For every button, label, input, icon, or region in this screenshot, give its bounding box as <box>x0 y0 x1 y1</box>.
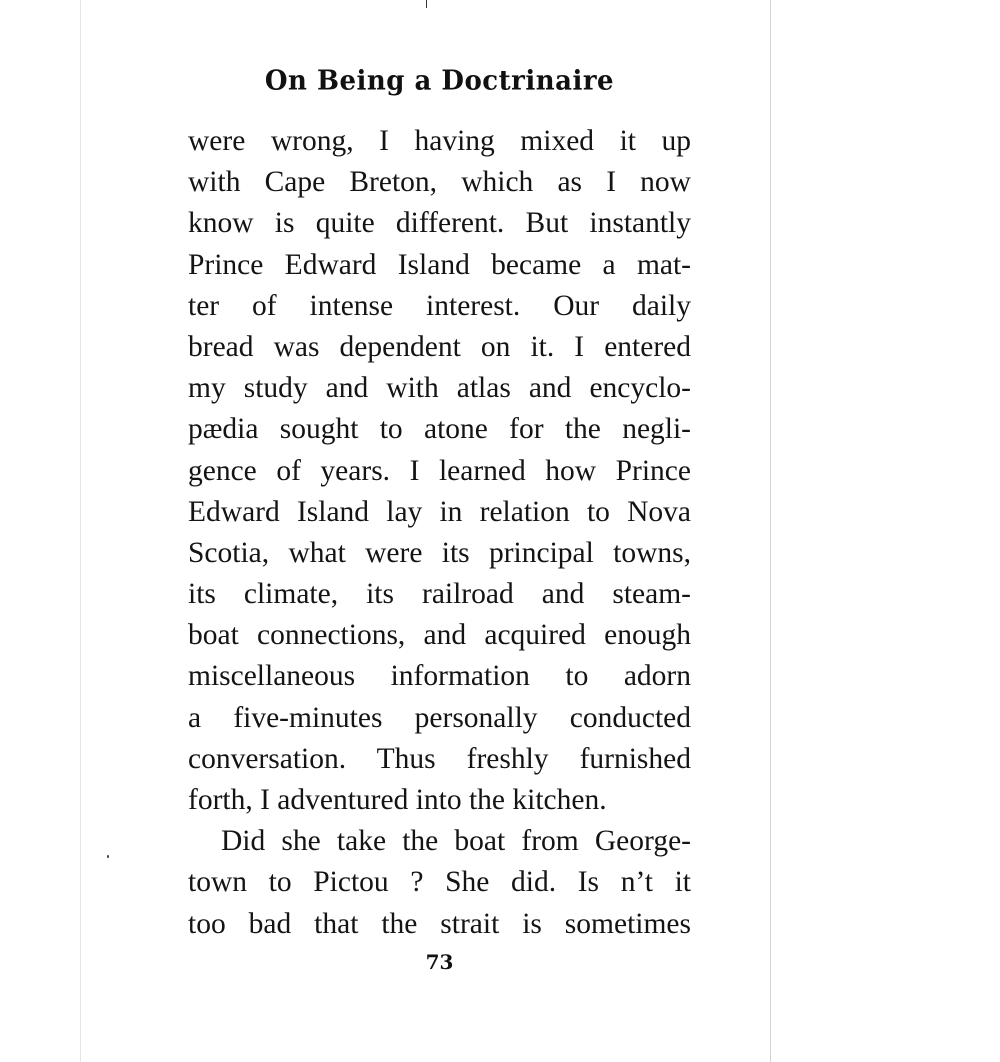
text-line: were wrong, I having mixed it up <box>188 125 691 157</box>
text-line: Did she take the boat from George- <box>221 825 691 858</box>
text-line: miscellaneous information to adorn <box>188 660 691 693</box>
text-line: my study and with atlas and encyclo- <box>188 372 691 405</box>
text-line: Scotia, what were its principal towns, <box>188 536 691 569</box>
body-text <box>188 121 691 945</box>
page-edge-line <box>770 0 771 1062</box>
text-line: too bad that the strait is sometimes <box>188 907 691 940</box>
paragraph-1 <box>188 121 691 821</box>
page-gutter-line <box>80 0 81 1062</box>
text-line: town to Pictou ? She did. Is n’t it <box>188 866 691 899</box>
text-line: know is quite different. But instantly <box>188 207 691 240</box>
text-line: forth, I adventured into the kitchen. <box>188 784 607 816</box>
scan-speck <box>107 855 109 858</box>
text-line: pædia sought to atone for the negli- <box>188 413 691 446</box>
text-line: a five-minutes personally conducted <box>188 701 691 734</box>
running-head: On Being a Doctrinaire <box>264 65 615 97</box>
paragraph-2 <box>188 821 691 945</box>
text-line: conversation. Thus freshly furnished <box>188 742 691 775</box>
text-line: with Cape Breton, which as I now <box>188 166 691 199</box>
text-line: boat connections, and acquired enough <box>188 619 691 652</box>
page-number: 73 <box>425 950 454 974</box>
text-line: Edward Island lay in relation to Nova <box>188 495 691 528</box>
scan-mark <box>426 0 427 8</box>
text-line: Prince Edward Island became a mat- <box>188 248 691 281</box>
text-line: bread was dependent on it. I entered <box>188 330 691 363</box>
text-line: its climate, its railroad and steam- <box>188 578 691 611</box>
text-line: ter of intense interest. Our daily <box>188 289 691 322</box>
text-line: gence of years. I learned how Prince <box>188 454 691 487</box>
